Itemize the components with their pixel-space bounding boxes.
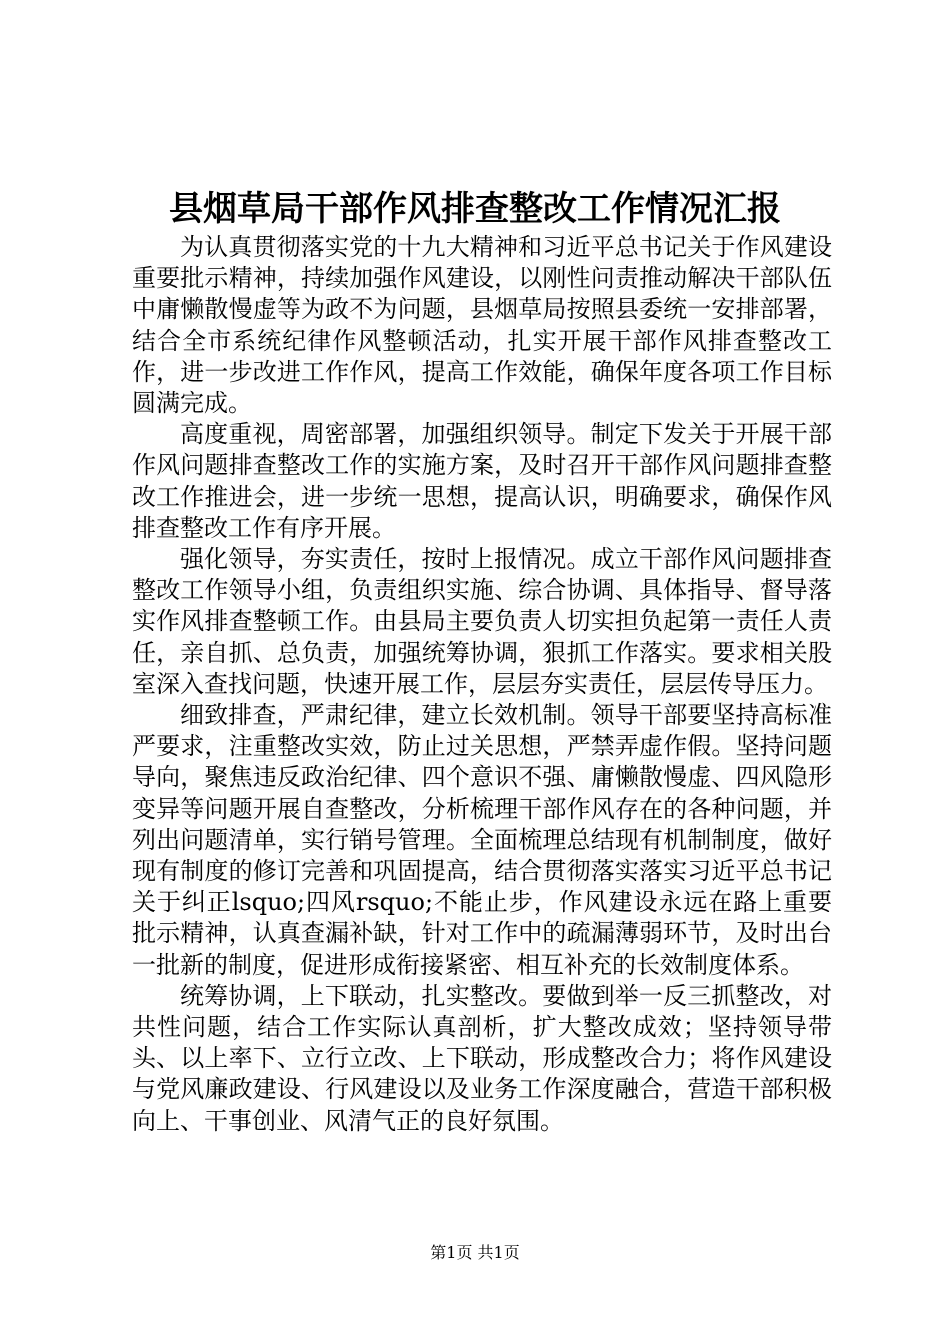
document-body	[132, 232, 832, 1137]
page-footer: 第1页 共1页	[430, 1243, 520, 1262]
paragraph-5: 统筹协调，上下联动，扎实整改。要做到举一反三抓整改，对共性问题，结合工作实际认真剖析，扩大整改成效；坚持领导带头、以上率下、立行立改、上下联动，形成整改合力；将作风建设与党风廉政建设、行风建设以及业务工作深度融合，营造干部积极向上、干事创业、风清气正的良好氛围。	[132, 981, 832, 1135]
paragraph-4: 细致排查，严肃纪律，建立长效机制。领导干部要坚持高标准严要求，注重整改实效，防止过关思想，严禁弄虚作假。坚持问题导向，聚焦违反政治纪律、四个意识不强、庸懒散慢虚、四风隐形变异等问题开展自查整改，分析梳理干部作风存在的各种问题，并列出问题清单，实行销号管理。全面梳理总结现有机制制度，做好现有制度的修订完善和巩固提高，结合贯彻落实落实习近平总书记关于纠正lsquo;四风rsquo;不能止步，作风建设永远在路上重要批示精神，认真查漏补缺，针对工作中的疏漏薄弱环节，及时出台一批新的制度，促进形成衔接紧密、相互补充的长效制度体系。	[132, 701, 832, 979]
paragraph-2: 高度重视，周密部署，加强组织领导。制定下发关于开展干部作风问题排查整改工作的实施方案，及时召开干部作风问题排查整改工作推进会，进一步统一思想，提高认识，明确要求，确保作风排查整改工作有序开展。	[132, 420, 832, 542]
document-title: 县烟草局干部作风排查整改工作情况汇报	[169, 189, 781, 229]
paragraph-1: 为认真贯彻落实党的十九大精神和习近平总书记关于作风建设重要批示精神，持续加强作风建设，以刚性问责推动解决干部队伍中庸懒散慢虚等为政不为问题，县烟草局按照县委统一安排部署，结合全市系统纪律作风整顿活动，扎实开展干部作风排查整改工作，进一步改进工作作风，提高工作效能，确保年度各项工作目标圆满完成。	[132, 233, 832, 418]
paragraph-3: 强化领导，夯实责任，按时上报情况。成立干部作风问题排查整改工作领导小组，负责组织实施、综合协调、具体指导、督导落实作风排查整顿工作。由县局主要负责人切实担负起第一责任人责任，亲自抓、总负责，加强统筹协调，狠抓工作落实。要求相关股室深入查找问题，快速开展工作，层层夯实责任，层层传导压力。	[132, 545, 832, 698]
